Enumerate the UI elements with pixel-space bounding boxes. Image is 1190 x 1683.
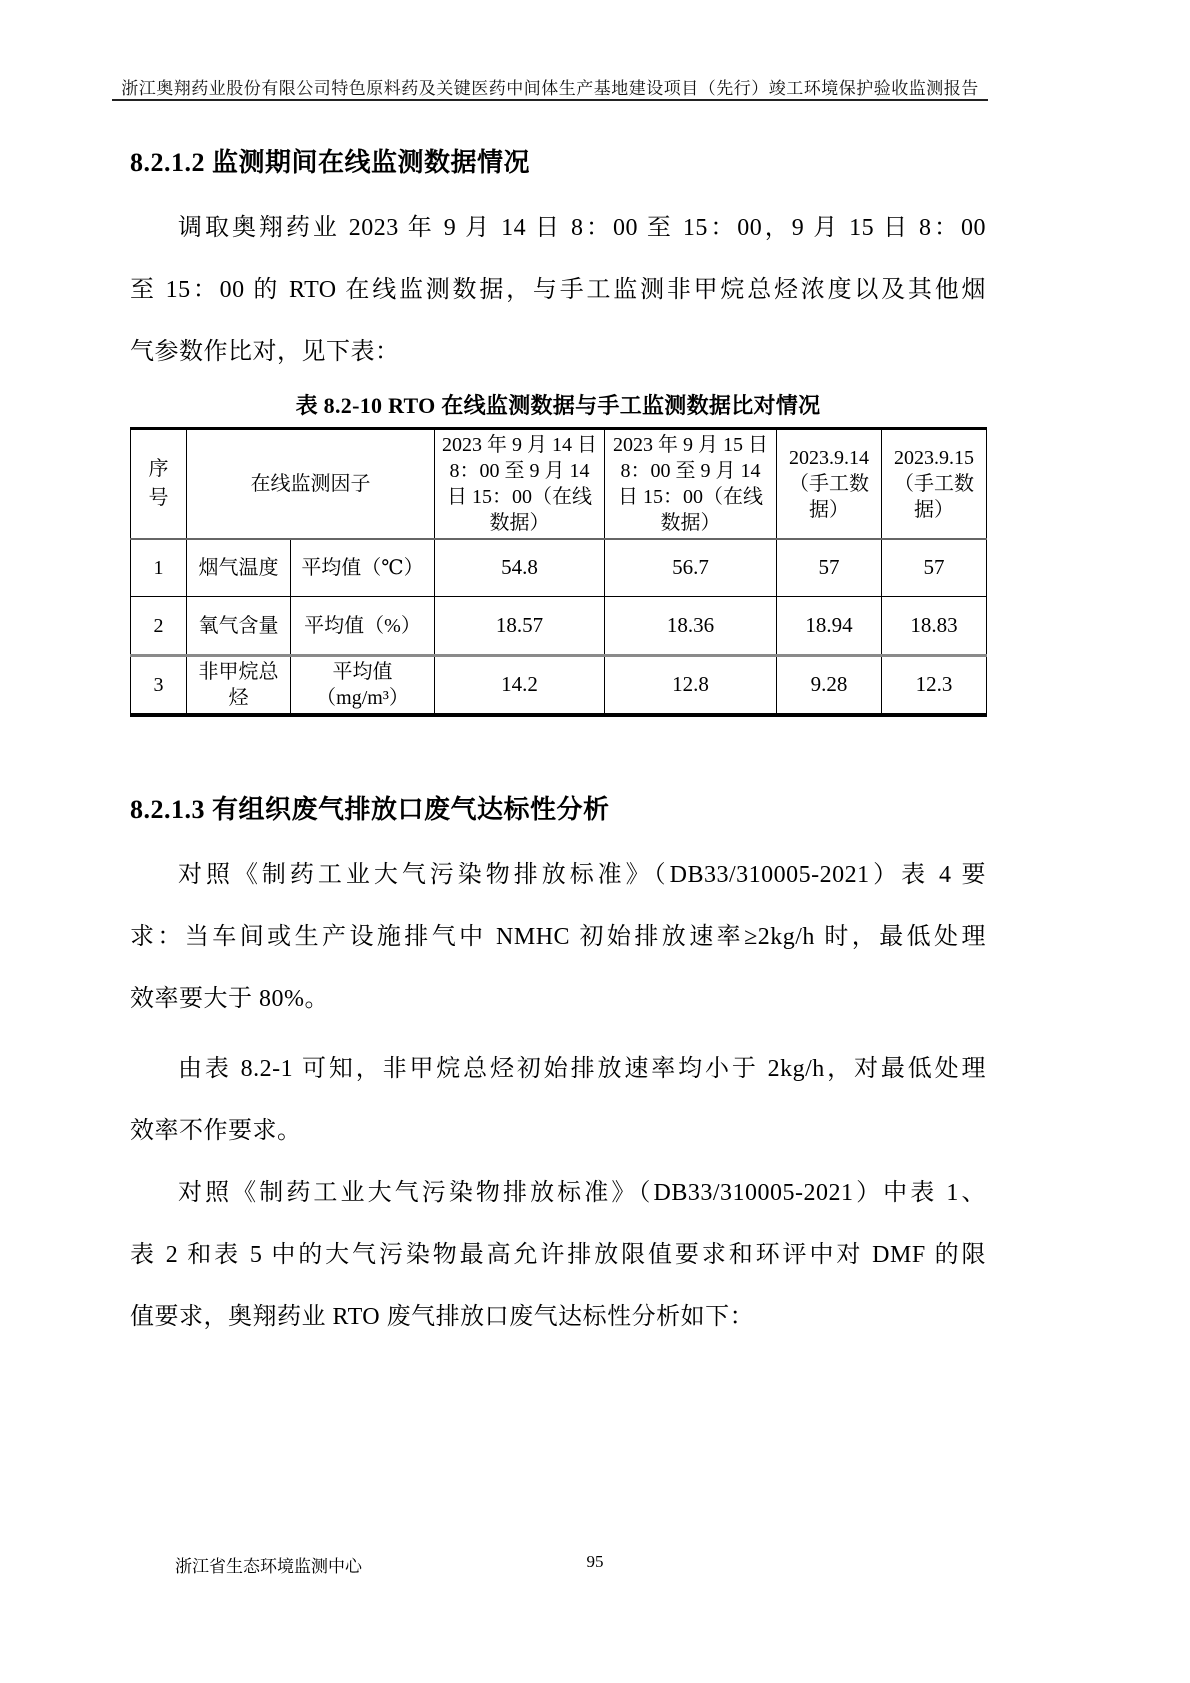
paragraph-intro: [130, 197, 986, 383]
col-header-online-0915: 2023 年 9 月 15 日 8：00 至 9 月 14 日 15：00（在线数据）: [605, 429, 777, 540]
cell-manual-0915: 18.83: [882, 597, 987, 656]
paragraph-rate-conclusion: [130, 1038, 986, 1162]
paragraph-limits-analysis: [130, 1162, 986, 1348]
paragraph-line: 至 15：00 的 RTO 在线监测数据，与手工监测非甲烷总烃浓度以及其他烟: [130, 277, 986, 303]
running-header: 浙江奥翔药业股份有限公司特色原料药及关键医药中间体生产基地建设项目（先行）竣工环境保护验收监测报告: [121, 79, 979, 98]
page-footer: [0, 1552, 1190, 1582]
comparison-table: [130, 427, 987, 717]
paragraph-line: 对照《制药工业大气污染物排放标准》（DB33/310005-2021）表 4 要: [178, 862, 986, 888]
cell-online-0914: 18.57: [435, 597, 605, 656]
cell-stat: 平均值（%）: [291, 597, 435, 656]
paragraph-line: 由表 8.2-1 可知，非甲烷总烃初始排放速率均小于 2kg/h，对最低处理: [178, 1056, 986, 1082]
table-row: [131, 656, 987, 716]
cell-index: 1: [131, 539, 187, 597]
paragraph-line: 表 2 和表 5 中的大气污染物最高允许排放限值要求和环评中对 DMF 的限: [130, 1242, 986, 1268]
cell-manual-0914: 57: [777, 539, 882, 597]
paragraph-line: 气参数作比对，见下表：: [130, 339, 400, 365]
paragraph-line: 效率不作要求。: [130, 1118, 302, 1144]
table-row: [131, 539, 987, 597]
cell-online-0915: 18.36: [605, 597, 777, 656]
page-number: 95: [586, 1552, 604, 1571]
col-header-factor: 在线监测因子: [187, 429, 435, 540]
col-header-manual-0915: 2023.9.15 （手工数据）: [882, 429, 987, 540]
paragraph-line: 求：当车间或生产设施排气中 NMHC 初始排放速率≥2kg/h 时，最低处理: [130, 924, 986, 950]
table-row: [131, 597, 987, 656]
cell-factor: 氧气含量: [187, 597, 291, 656]
cell-online-0914: 54.8: [435, 539, 605, 597]
footer-organization: 浙江省生态环境监测中心: [175, 1557, 362, 1576]
col-header-online-0914: 2023 年 9 月 14 日 8：00 至 9 月 14 日 15：00（在线数据）: [435, 429, 605, 540]
section-heading-8213: 8.2.1.3 有组织废气排放口废气达标性分析: [130, 795, 610, 824]
col-header-manual-0914: 2023.9.14 （手工数据）: [777, 429, 882, 540]
cell-manual-0915: 12.3: [882, 656, 987, 716]
cell-stat: 平均值（mg/m³）: [291, 656, 435, 716]
cell-manual-0914: 18.94: [777, 597, 882, 656]
header-divider: [112, 99, 988, 101]
cell-manual-0915: 57: [882, 539, 987, 597]
cell-online-0914: 14.2: [435, 656, 605, 716]
cell-index: 2: [131, 597, 187, 656]
page-content: [130, 142, 986, 1348]
cell-stat: 平均值（℃）: [291, 539, 435, 597]
paragraph-line: 效率要大于 80%。: [130, 986, 329, 1012]
cell-online-0915: 56.7: [605, 539, 777, 597]
table-caption: 表 8.2-10 RTO 在线监测数据与手工监测数据比对情况: [295, 393, 821, 418]
cell-index: 3: [131, 656, 187, 716]
paragraph-standard-table4: [130, 844, 986, 1030]
cell-manual-0914: 9.28: [777, 656, 882, 716]
col-header-index: 序号: [131, 429, 187, 540]
cell-factor: 非甲烷总烃: [187, 656, 291, 716]
cell-online-0915: 12.8: [605, 656, 777, 716]
cell-factor: 烟气温度: [187, 539, 291, 597]
section-heading-8212: 8.2.1.2 监测期间在线监测数据情况: [130, 148, 531, 177]
paragraph-line: 对照《制药工业大气污染物排放标准》（DB33/310005-2021）中表 1、: [178, 1180, 986, 1206]
paragraph-line: 调取奥翔药业 2023 年 9 月 14 日 8：00 至 15：00，9 月 15 日 8：00: [178, 215, 986, 241]
table-header-row: [131, 429, 987, 540]
paragraph-line: 值要求，奥翔药业 RTO 废气排放口废气达标性分析如下：: [130, 1304, 755, 1330]
